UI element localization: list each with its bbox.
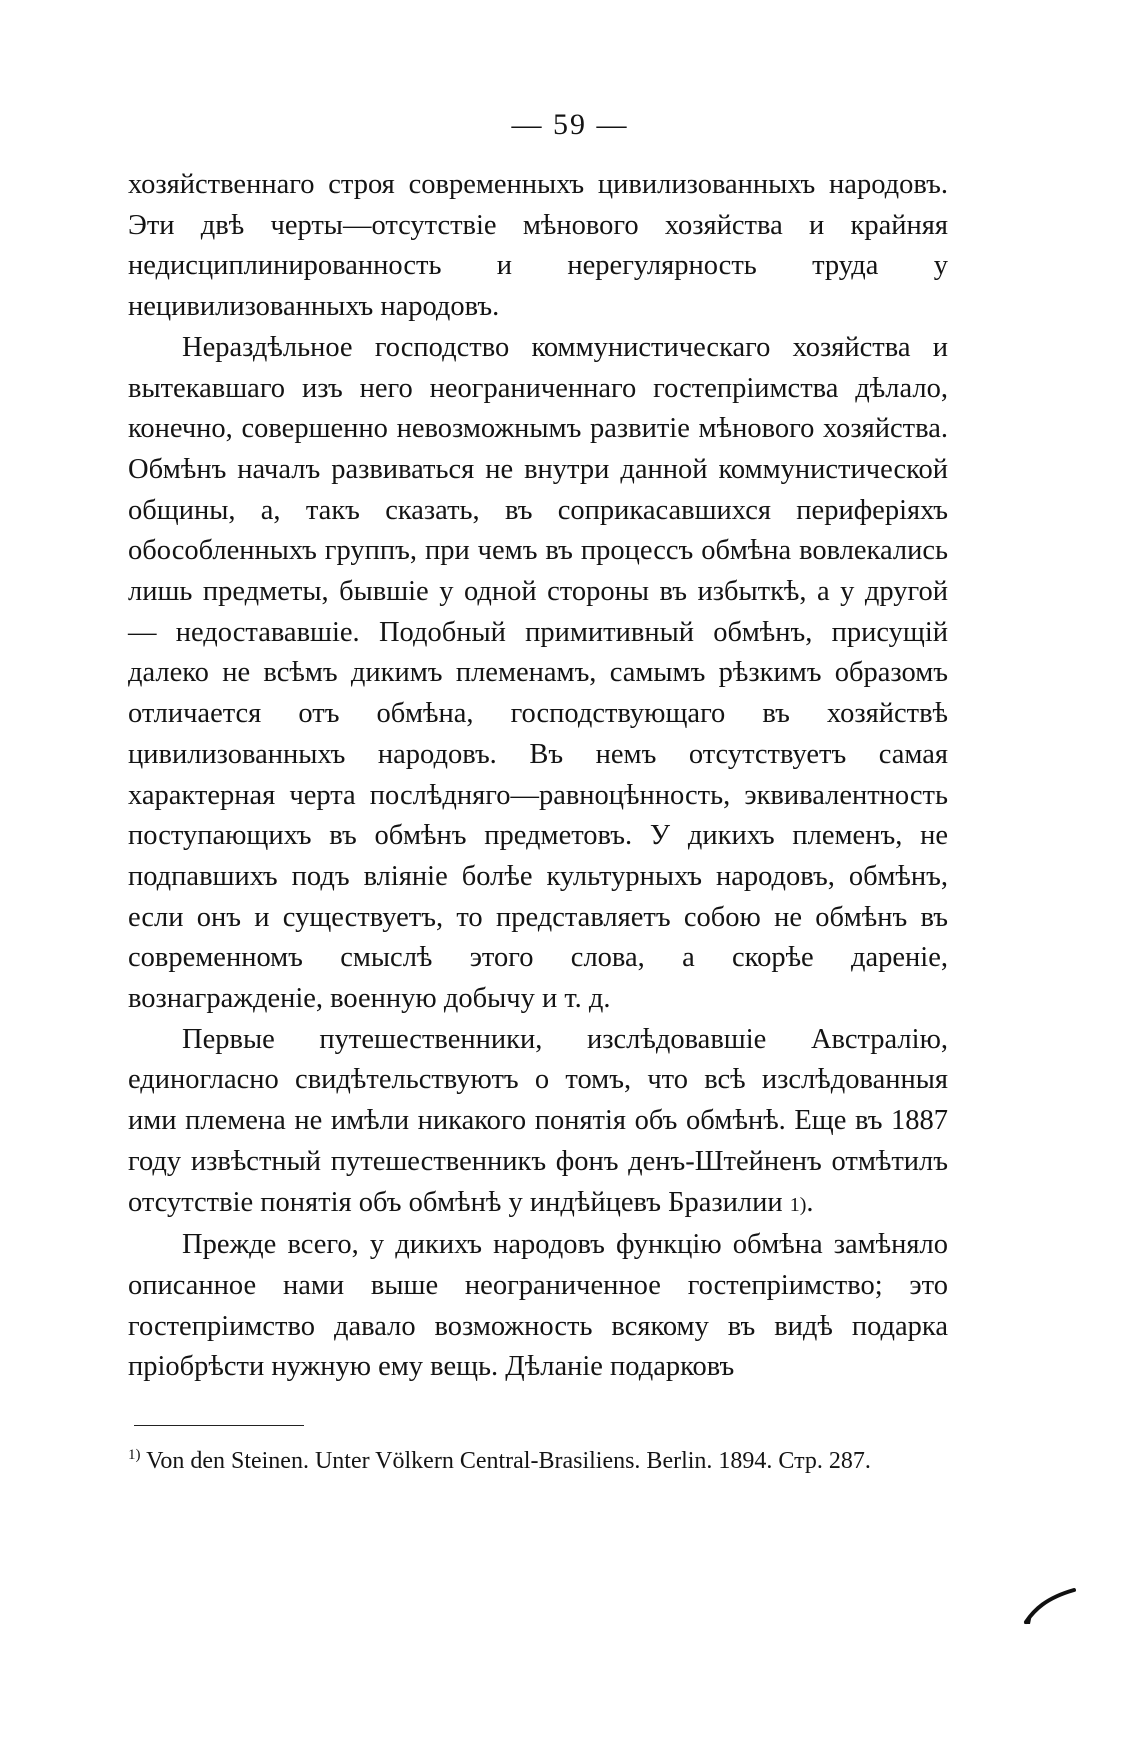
paragraph-4: Прежде всего, у дикихъ народовъ функцію обмѣна замѣняло описанное нами выше неограниченное гостепріимство; это гостепріимство давало возможность всякому въ видѣ подарка пріобрѣсти нужную ему вещь. Дѣланіе подарковъ (128, 1229, 948, 1383)
paragraph-3: Первые путешественники, изслѣдовавшіе Австралію, единогласно свидѣтельствуютъ о томъ, что всѣ изслѣдованныя ими племена не имѣли никакого понятія объ обмѣнѣ. Еще въ 1887 году извѣстный путешественникъ фонъ денъ-Штейненъ отмѣтилъ отсутствіе понятія объ обмѣнѣ у индѣйцевъ Бразилии 1). (128, 1023, 948, 1218)
page-number: — 59 — (511, 108, 629, 141)
footnote-divider (134, 1425, 304, 1426)
paragraph-1: хозяйственнаго строя современныхъ цивилизованныхъ народовъ. Эти двѣ черты—отсутствіе мѣнового хозяйства и крайняя недисциплинированность и нерегулярность труда у нецивилизованныхъ народовъ. (128, 169, 948, 323)
body-text (128, 165, 948, 1388)
footnote (128, 1442, 948, 1480)
pen-stroke-mark (1020, 1580, 1080, 1630)
footnote-text: Von den Steinen. Unter Völkern Central-Brasiliens. Berlin. 1894. Стр. 287. (146, 1448, 871, 1474)
footnote-reference: 1) (789, 1193, 807, 1216)
paragraph-3-text: Первые путешественники, изслѣдовавшіе Австралію, единогласно свидѣтельствуютъ о томъ, что всѣ изслѣдованныя ими племена не имѣли никакого понятія объ обмѣнѣ. Еще въ 1887 году извѣстный путешественникъ фонъ денъ-Штейненъ отмѣтилъ отсутствіе понятія объ обмѣнѣ у индѣйцевъ Бразилии (128, 1023, 948, 1218)
footnote-mark: 1) (128, 1447, 141, 1463)
paragraph-2: Нераздѣльное господство коммунистическаго хозяйства и вытекавшаго изъ него неограниченнаго гостепріимства дѣлало, конечно, совершенно невозможнымъ развитіе мѣнового хозяйства. Обмѣнъ началъ развиваться не внутри данной коммунистической общины, а, такъ сказать, въ соприкасавшихся периферіяхъ обособленныхъ группъ, при чемъ въ процессъ обмѣна вовлекались лишь предметы, бывшіе у одной стороны въ избыткѣ, а у другой — недостававшіе. Подобный примитивный обмѣнъ, присущій далеко не всѣмъ дикимъ племенамъ, самымъ рѣзкимъ образомъ отличается отъ обмѣна, господствующаго въ хозяйствѣ цивилизованныхъ народовъ. Въ немъ отсутствуетъ самая характерная черта послѣдняго—равноцѣнность, эквивалентность поступающихъ въ обмѣнъ предметовъ. У дикихъ племенъ, не подпавшихъ подъ вліяніе болѣе культурныхъ народовъ, обмѣнъ, если онъ и существуетъ, то представляетъ собою не обмѣнъ въ современномъ смыслѣ этого слова, а скорѣе дареніе, вознагражденіе, военную добычу и т. д. (128, 331, 948, 1015)
